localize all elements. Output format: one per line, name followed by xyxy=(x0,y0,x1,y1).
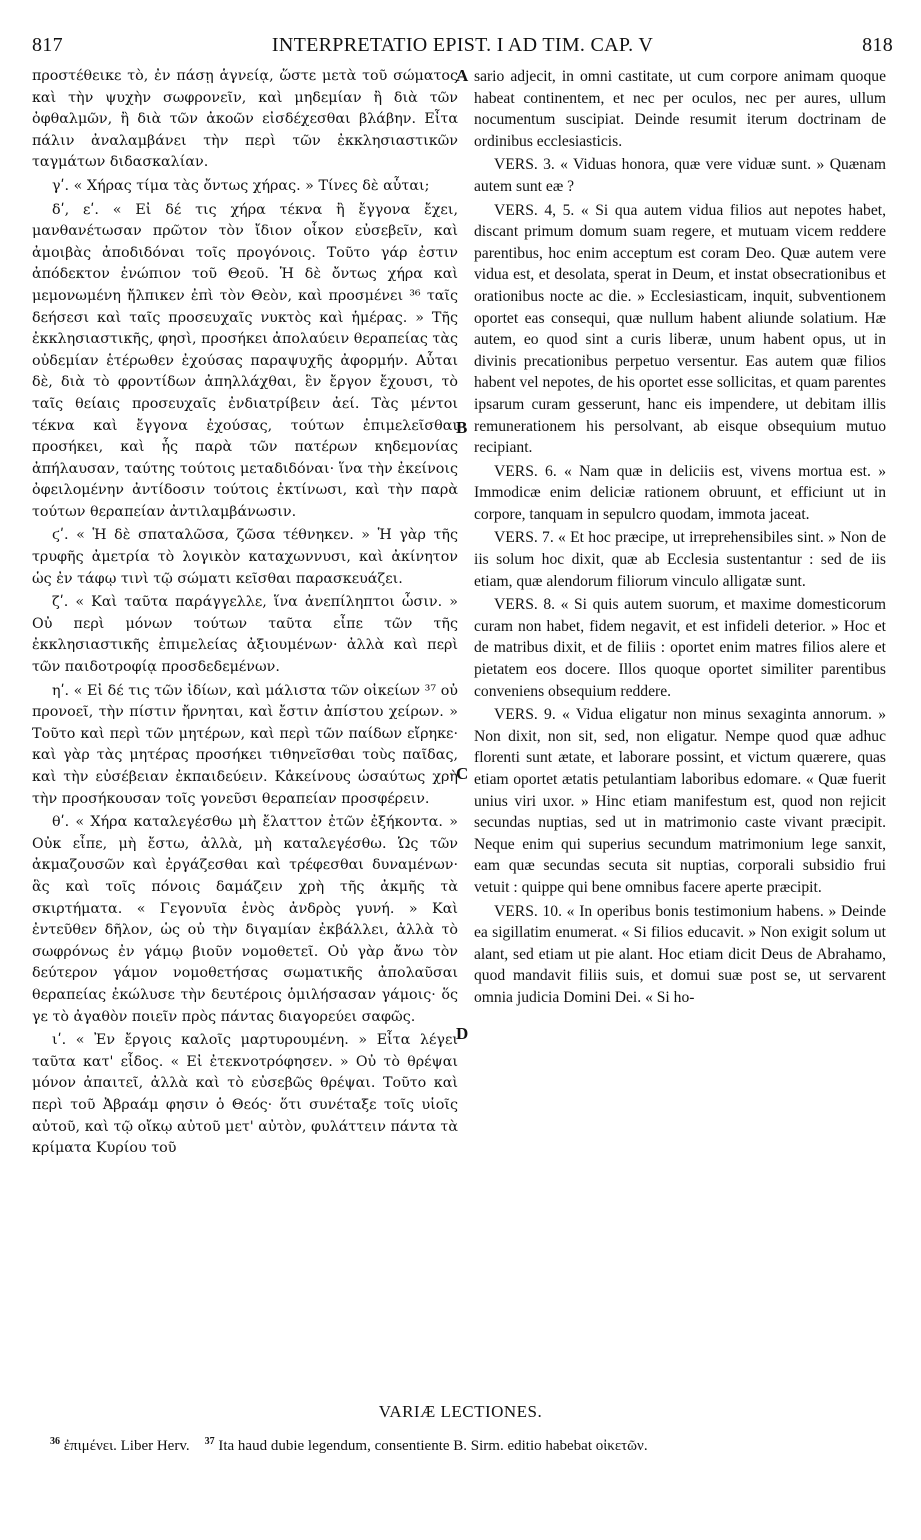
margin-marker-d: D xyxy=(456,1024,469,1043)
latin-paragraph: VERS. 9. « Vidua eligatur non minus sexaginta annorum. » Non dixit, non sit, sed, non eligatur. Nempe quod quæ adhuc florenti sunt ætate, et laborare possint, et victum quærere, quas etiam oportet ætatis petulantiam laboribus edomare. « Quæ fuerit unius viri uxor. » Hinc etiam manifestum est, quod non rejicit secundas nuptias, sed ut in matrimonio caste vivant præcipit. Neque enim qui superius secundum matrimonium lege sanxit, eam quæ secundas secuta sit nuptias, corporali subsidio frui vetuit : quippe qui bene omnibus facere aperte præcipit. xyxy=(474,706,886,896)
running-title: INTERPRETATIO EPIST. I AD TIM. CAP. V xyxy=(271,34,654,56)
page-header xyxy=(32,34,893,58)
greek-paragraph: γʹ. « Χήρας τίμα τὰς ὄντως χήρας. » Τίνες δὲ αὗται; xyxy=(52,177,430,194)
greek-paragraph: ηʹ. « Εἰ δέ τις τῶν ἰδίων, καὶ μάλιστα τῶν οἰκείων ³⁷ οὐ προνοεῖ, τὴν πίστιν ἤρνηται, καὶ ἔστιν ἀπίστου χείρων. » Τοῦτο καὶ περὶ τῶν μητέρων, καὶ περὶ τῶν παίδων εἴρηκε· καὶ γὰρ τὰς μητέρας προσήκει τιθηνεῖσθαι τοὺς παῖδας, καὶ τὴν εὐσέβειαν ἐκπαιδεύειν. Κἀκείνους ὡσαύτως χρὴ τὴν προσήκουσαν τοῖς γονεῦσι θεραπείαν προσφέρειν. xyxy=(32,682,458,807)
greek-paragraph: ϛʹ. « Ἡ δὲ σπαταλῶσα, ζῶσα τέθνηκεν. » Ἡ γὰρ τῆς τρυφῆς ἀμετρία τὸ λογικὸν καταχωννυσι, καὶ ἀκίνητον ὡς ἐν τάφῳ τινὶ τῷ σώματι κεῖσθαι παρασκευάζει. xyxy=(32,527,458,587)
page-number-left: 817 xyxy=(32,34,63,56)
varia-lectiones-heading: VARIÆ LECTIONES. xyxy=(378,1402,543,1421)
greek-paragraph: προστέθεικε τὸ, ἐν πάσῃ ἁγνείᾳ, ὥστε μετὰ τοῦ σώματος καὶ τὴν ψυχὴν σωφρονεῖν, καὶ μηδεμίαν ἢ διὰ τῶν ὀφθαλμῶν, ἢ διὰ τῶν ἀκοῶν εἰσδέχεσθαι βλάβην. Εἶτα πάλιν ἀναλαμβάνει τὴν περὶ τῶν ἐκκλησιαστικῶν ταγμάτων διδασκαλίαν. xyxy=(32,68,458,171)
greek-paragraph: ζʹ. « Καὶ ταῦτα παράγγελλε, ἵνα ἀνεπίληπτοι ὦσιν. » Οὐ περὶ μόνων τούτων ταῦτα εἶπε τῶν τῆς ἐκκλησιαστικῆς ἐπιμελείας ἀξιουμένων· ἀλλὰ καὶ περὶ τῶν παιδοτροφίᾳ προσδεδεμένων. xyxy=(32,594,458,676)
latin-paragraph: VERS. 8. « Si quis autem suorum, et maxime domesticorum curam non habet, fidem negavit, et est infideli deterior. » Hoc et de matribus dixit, et de filiis : oportet enim matres filios alere et pietatem eos docere. Illos quoque oportet similiter parentibus conveniens obsequium reddere. xyxy=(474,596,886,700)
latin-paragraph: VERS. 6. « Nam quæ in deliciis est, vivens mortua est. » Immodicæ enim deliciæ rationem obruunt, et efficiunt ut in corpore, tanquam in sepulcro quodam, immota jaceat. xyxy=(474,462,886,523)
page-number-right: 818 xyxy=(862,34,893,56)
footnote-text: Ita haud dubie legendum, consentiente B. Sirm. editio habebat οἰκετῶν. xyxy=(218,1438,648,1454)
latin-paragraph: VERS. 7. « Et hoc præcipe, ut irreprehensibiles sint. » Non de iis solum hoc dixit, quæ ab Ecclesia sustentantur : sed de iis etiam, quæ alendorum filiorum vinculo alligatæ sunt. xyxy=(474,529,886,590)
latin-paragraph: VERS. 3. « Viduas honora, quæ vere viduæ sunt. » Quænam autem sunt eæ ? xyxy=(474,156,886,195)
footnotes xyxy=(50,1436,881,1455)
greek-paragraph: ιʹ. « Ἐν ἔργοις καλοῖς μαρτυρουμένη. » Εἶτα λέγει ταῦτα κατ' εἶδος. « Εἰ ἐτεκνοτρόφησεν. » Οὐ τὸ θρέψαι μόνον ἀπαιτεῖ, ἀλλὰ καὶ τὸ εὐσεβῶς θρέψαι. Τοῦτο καὶ περὶ τοῦ Ἀβραάμ φησιν ὁ Θεός· ὅτι συνέταξε τοῖς υἱοῖς αὐτοῦ, καὶ τῷ οἴκῳ αὐτοῦ μετ' αὐτὸν, φυλάττειν πάντα τὰ κρίματα Κυρίου τοῦ xyxy=(32,1032,458,1157)
margin-marker-b: B xyxy=(456,418,468,437)
footnote-number: 36 xyxy=(50,1436,60,1447)
greek-paragraph: δʹ, εʹ. « Εἰ δέ τις χήρα τέκνα ἢ ἔγγονα ἔχει, μανθανέτωσαν πρῶτον τὸν ἴδιον οἶκον εὐσεβεῖν, καὶ ἀμοιβὰς ἀποδιδόναι τοῖς προγόνοις. Τοῦτο γάρ ἐστιν ἀπόδεκτον ἐνώπιον τοῦ Θεοῦ. Ἡ δὲ ὄντως χήρα καὶ μεμονωμένη ἤλπικεν ἐπὶ τὸν Θεὸν, καὶ προσμένει ³⁶ ταῖς δεήσεσι καὶ ταῖς προσευχαῖς νυκτὸς καὶ ἡμέρας. » Τῆς ἐκκλησιαστικῆς, φησὶ, προσήκει ἀπολαύειν θεραπείας τὰς οὐδεμίαν ἑτέρωθεν ἐχούσας παραψυχῆς ἀφορμήν. Αὗται δὲ, διὰ τὸ φροντίδων ἀπηλλάχθαι, ἓν ἔργον ἔχουσι, τὸ ταῖς θείαις προσευχαῖς ἐνδιατρίβειν ἀεί. Τὰς μέντοι τέκνα καὶ ἔγγονα ἐχούσας, τούτων ἐπιμελεῖσθαι προσήκει, καὶ ἧς παρὰ τῶν πατέρων κηδεμονίας ἀπήλαυσαν, ταύτης τούτοις μεταδιδόναι· ἵνα τὴν ἐκείνοις ὀφειλομένην ἀντίδοσιν τούτοις ἐκτίνωσι, καὶ τὴν παρὰ τούτων θεραπείαν ἀντιλαμβάνωσιν. xyxy=(32,201,458,520)
margin-marker-a: A xyxy=(456,66,469,85)
footnote-text: ἐπιμένει. Liber Herv. xyxy=(63,1438,190,1454)
latin-paragraph: sario adjecit, in omni castitate, ut cum corpore animam quoque habeat continentem, et nec per oculos, nec per aures, ullum nocumentum suscipiat. Deinde resumit iterum doctrinam de ordinibus ecclesiasticis. xyxy=(474,68,886,150)
latin-paragraph: VERS. 4, 5. « Si qua autem vidua filios aut nepotes habet, discant primum domum suam regere, et mutuam vicem reddere parentibus, hoc enim acceptum est coram Deo. Quæ autem vere vidua est, et desolata, sperat in Deum, et instat obsecrationibus et orationibus nocte ac die. » Ecclesiasticam, inquit, subventionem oportet eas consequi, quæ nullum habent aliunde solatium. Hæ autem, eo quod sint a curis liberæ, unum habent opus, ut in divinis precationibus perpetuo versentur. Eas autem quæ filios habent vel nepotes, de his oportet esse sollicitas, et quam parentes ipsarum curam gesserunt, hanc eis impendere, ut debitam illis remunerationem his persolvant, ab eisque obsequium mutuo recipiant. xyxy=(474,201,886,457)
latin-column xyxy=(474,66,886,1011)
margin-marker-c: C xyxy=(456,764,469,783)
latin-paragraph: VERS. 10. « In operibus bonis testimonium habens. » Deinde ea sigillatim enumerat. « Si filios educavit. » Non exigit solum ut alant, sed etiam ut pie alant. Hoc etiam dicit Deus de Abrahamo, quod mandavit filiis suis, et domui suæ post se, ut servarent omnia judicia Domini Dei. « Si ho- xyxy=(474,902,886,1006)
greek-paragraph: θʹ. « Χήρα καταλεγέσθω μὴ ἔλαττον ἐτῶν ἐξήκοντα. » Οὐκ εἶπε, μὴ ἔστω, ἀλλὰ, μὴ καταλεγέσθω. Ὡς τῶν ἀκμαζουσῶν καὶ ἐργάζεσθαι καὶ τρέφεσθαι δυναμένων· ἃς καὶ τοῖς πόνοις δαμάζειν χρὴ τῆς ἀκμῆς τὰ σκιρτήματα. « Γεγονυῖα ἑνὸς ἀνδρὸς γυνή. » Καὶ ἐντεῦθεν δῆλον, ὡς οὐ τὴν διγαμίαν ἐκβάλλει, ἀλλὰ τὸ σωφρόνως ἐν γάμῳ βιοῦν νομοθετεῖ. Οὐ γὰρ ἄνω τὸν δεύτερον γάμον νομοθετήσας σωματικῆς ἀπολαῦσαι θεραπείας ἐκώλυσε τὴν δευτέροις ὁμιλήσασαν γάμοις· ὅς γε τὸ ἀγαθὸν ποιεῖν πρὸς πάντας διαγορεύει σαφῶς. xyxy=(32,814,458,1025)
greek-column xyxy=(32,66,458,1162)
footnote-number: 37 xyxy=(204,1436,215,1447)
